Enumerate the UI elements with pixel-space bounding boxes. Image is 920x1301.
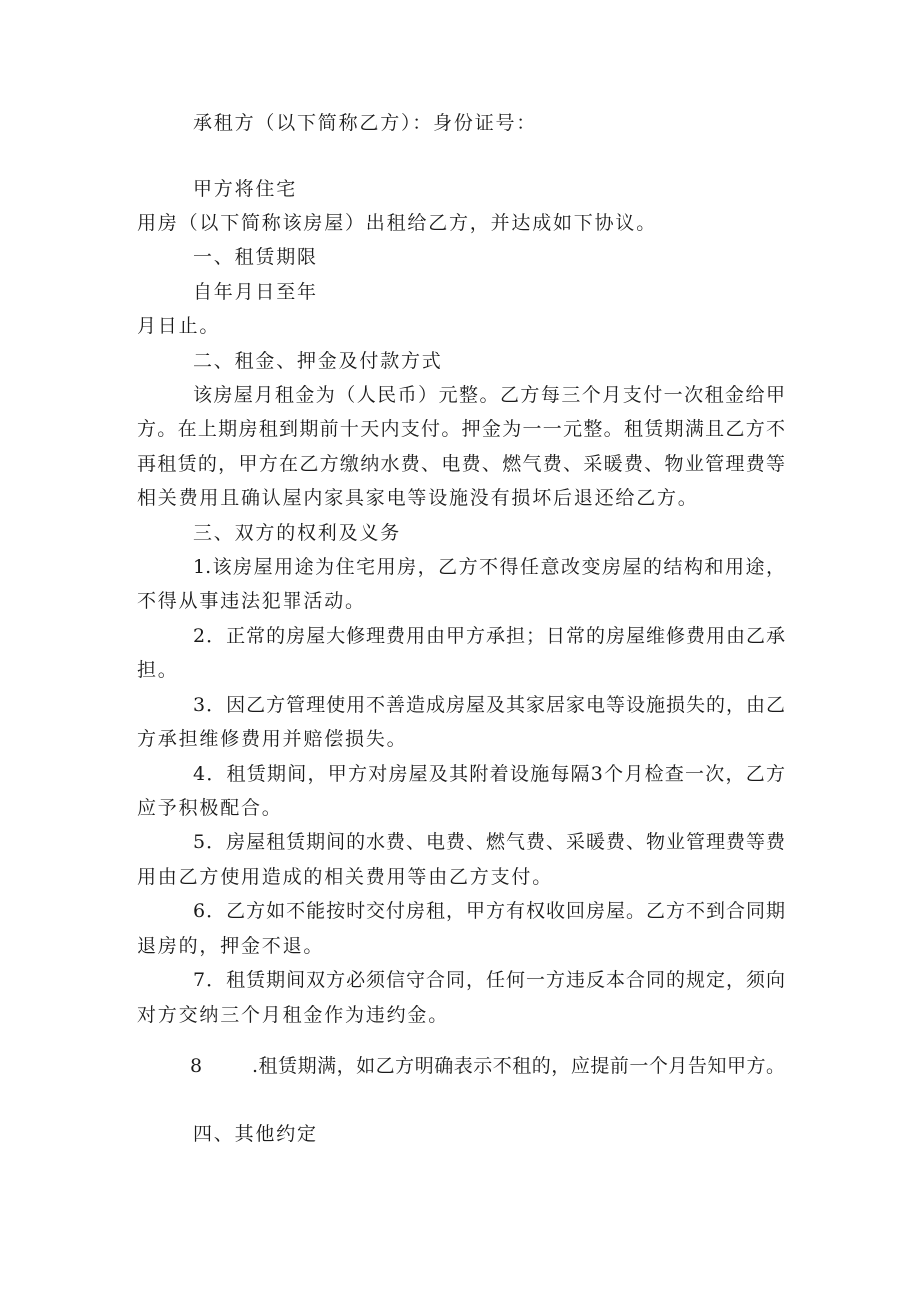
item-6-line-1: 6．乙方如不能按时交付房租，甲方有权收回房屋。乙方不到合同期 — [193, 900, 785, 922]
item-8-number: 8 — [190, 1055, 203, 1077]
item-4-line-2: 应予积极配合。 — [137, 797, 283, 819]
item-7-line-1: 7．租赁期间双方必须信守合同，任何一方违反本合同的规定，须向 — [193, 969, 785, 991]
intro-line-1: 甲方将住宅 — [193, 178, 298, 200]
item-1-line-1: 1.该房屋用途为住宅用房，乙方不得任意改变房屋的结构和用途， — [193, 556, 785, 578]
item-4-line-1: 4．租赁期间，甲方对房屋及其附着设施每隔3个月检查一次，乙方 — [193, 763, 785, 785]
lessee-line: 承租方（以下简称乙方）：身份证号： — [193, 112, 538, 134]
rent-line-4: 相关费用且确认屋内家具家电等设施没有损坏后退还给乙方。 — [137, 487, 699, 509]
item-6-line-2: 退房的，押金不退。 — [137, 935, 325, 957]
item-2-line-2: 担。 — [137, 659, 179, 681]
item-2-line-1: 2．正常的房屋大修理费用由甲方承担；日常的房屋维修费用由乙承 — [193, 625, 785, 647]
rent-line-1: 该房屋月租金为（人民币）元整。乙方每三个月支付一次租金给甲 — [193, 384, 785, 406]
section-2-title: 二、租金、押金及付款方式 — [193, 350, 443, 372]
term-line-1: 自年月日至年 — [193, 281, 318, 303]
item-3-line-2: 方承担维修费用并赔偿损失。 — [137, 728, 408, 750]
rent-line-3: 再租赁的，甲方在乙方缴纳水费、电费、燃气费、采暖费、物业管理费等 — [137, 453, 785, 475]
item-1-line-2: 不得从事违法犯罪活动。 — [137, 590, 366, 612]
section-4-title: 四、其他约定 — [193, 1123, 318, 1145]
term-line-2: 月日止。 — [137, 315, 221, 337]
rent-line-2: 方。在上期房租到期前十天内支付。押金为一一元整。租赁期满且乙方不 — [137, 418, 785, 440]
intro-line-2: 用房（以下简称该房屋）出租给乙方，并达成如下协议。 — [137, 212, 658, 234]
section-3-title: 三、双方的权利及义务 — [193, 522, 402, 544]
section-1-title: 一、租赁期限 — [193, 246, 318, 268]
item-5-line-1: 5．房屋租赁期间的水费、电费、燃气费、采暖费、物业管理费等费 — [193, 831, 785, 853]
item-5-line-2: 用由乙方使用造成的相关费用等由乙方支付。 — [137, 866, 554, 888]
item-7-line-2: 对方交纳三个月租金作为违约金。 — [137, 1004, 450, 1026]
item-8-text: .租赁期满，如乙方明确表示不租的，应提前一个月告知甲方。 — [252, 1055, 785, 1077]
item-3-line-1: 3．因乙方管理使用不善造成房屋及其家居家电等设施损失的，由乙 — [193, 694, 785, 716]
